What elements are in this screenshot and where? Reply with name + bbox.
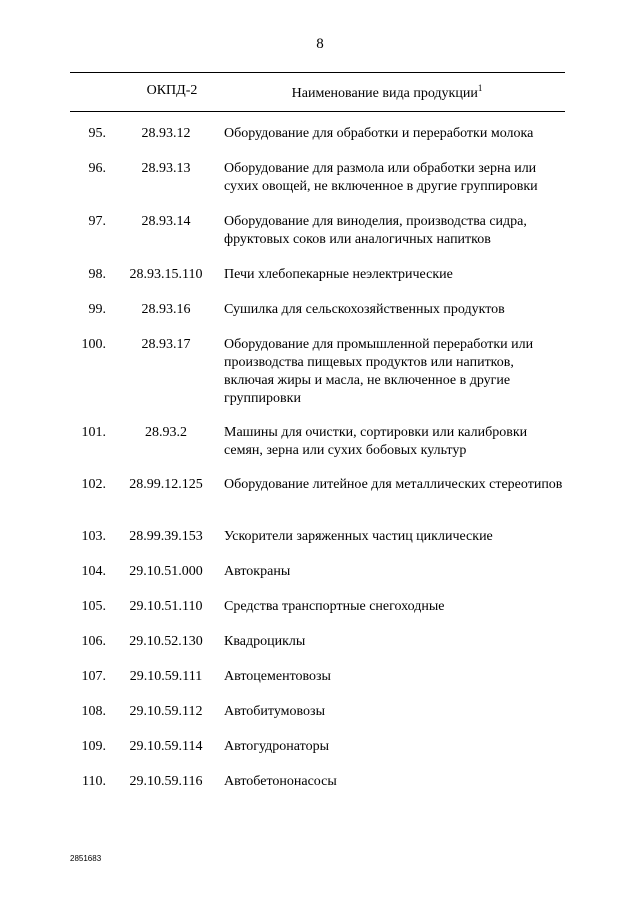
row-product-name: Автоцементовозы	[224, 669, 331, 684]
table-row	[0, 125, 640, 160]
row-number: 103.	[81, 529, 106, 544]
row-okpd-code: 28.93.15.110	[129, 267, 203, 282]
header-footnote-mark: 1	[477, 83, 483, 93]
row-okpd-code: 29.10.59.111	[129, 669, 203, 684]
row-product-name: Машины для очистки, сортировки или калибровки семян, зерна или сухих бобовых культур	[224, 425, 528, 458]
table-row	[0, 563, 640, 598]
header-okpd-code: ОКПД-2	[146, 83, 198, 98]
table-row	[0, 476, 640, 528]
table-row	[0, 773, 640, 808]
row-product-name: Автогудронаторы	[224, 739, 329, 754]
row-okpd-code: 28.99.39.153	[129, 529, 203, 544]
row-number: 98.	[88, 267, 106, 282]
row-product-name: Квадроциклы	[224, 634, 306, 649]
row-product-name: Ускорители заряженных частиц циклические	[224, 529, 493, 544]
product-table-body	[0, 125, 640, 808]
row-okpd-code: 28.99.12.125	[129, 477, 203, 492]
row-product-name: Автокраны	[224, 564, 291, 579]
row-okpd-code: 29.10.59.116	[129, 774, 203, 789]
document-id: 2851683	[70, 854, 102, 863]
row-product-name: Оборудование для промышленной переработки или производства пищевых продуктов или напитков, включая жиры и масла, не включенное в другие группировки	[224, 337, 534, 406]
row-product-name: Средства транспортные снегоходные	[224, 599, 445, 614]
table-row	[0, 266, 640, 301]
row-okpd-code: 29.10.59.114	[129, 739, 203, 754]
row-number: 106.	[81, 634, 106, 649]
row-number: 96.	[88, 161, 106, 176]
table-row	[0, 528, 640, 563]
row-okpd-code: 29.10.51.110	[129, 599, 203, 614]
table-row	[0, 598, 640, 633]
row-okpd-code: 28.93.12	[141, 126, 191, 141]
row-okpd-code: 29.10.59.112	[129, 704, 203, 719]
row-okpd-code: 28.93.16	[141, 302, 191, 317]
table-header	[70, 72, 565, 112]
row-okpd-code: 28.93.13	[141, 161, 191, 176]
table-row	[0, 213, 640, 266]
row-product-name: Печи хлебопекарные неэлектрические	[224, 267, 453, 282]
row-okpd-code: 29.10.51.000	[129, 564, 203, 579]
header-product-name	[222, 83, 552, 102]
table-row	[0, 633, 640, 668]
row-number: 108.	[81, 704, 106, 719]
row-product-name: Автобитумовозы	[224, 704, 325, 719]
row-number: 102.	[81, 477, 106, 492]
table-row	[0, 301, 640, 336]
row-number: 101.	[81, 425, 106, 440]
header-product-name-text: Наименование вида продукции	[291, 86, 478, 101]
row-product-name: Оборудование для обработки и переработки молока	[224, 126, 534, 141]
row-okpd-code: 28.93.14	[141, 214, 191, 229]
row-number: 95.	[88, 126, 106, 141]
table-row	[0, 160, 640, 213]
table-row	[0, 668, 640, 703]
row-number: 105.	[81, 599, 106, 614]
table-row	[0, 336, 640, 424]
row-number: 99.	[88, 302, 106, 317]
row-number: 107.	[81, 669, 106, 684]
table-row	[0, 703, 640, 738]
row-product-name: Автобетононасосы	[224, 774, 337, 789]
row-number: 97.	[88, 214, 106, 229]
table-row	[0, 738, 640, 773]
row-product-name: Сушилка для сельскохозяйственных продуктов	[224, 302, 505, 317]
row-okpd-code: 29.10.52.130	[129, 634, 203, 649]
row-number: 104.	[81, 564, 106, 579]
row-okpd-code: 28.93.2	[145, 425, 187, 440]
row-okpd-code: 28.93.17	[141, 337, 191, 352]
row-product-name: Оборудование литейное для металлических стереотипов	[224, 477, 563, 492]
row-number: 109.	[81, 739, 106, 754]
table-row	[0, 424, 640, 476]
row-product-name: Оборудование для виноделия, производства сидра, фруктовых соков или аналогичных напитков	[224, 214, 527, 247]
page-number: 8	[316, 36, 324, 52]
row-number: 110.	[82, 774, 106, 789]
row-number: 100.	[81, 337, 106, 352]
row-product-name: Оборудование для размола или обработки зерна или сухих овощей, не включенное в другие группировки	[224, 161, 538, 194]
